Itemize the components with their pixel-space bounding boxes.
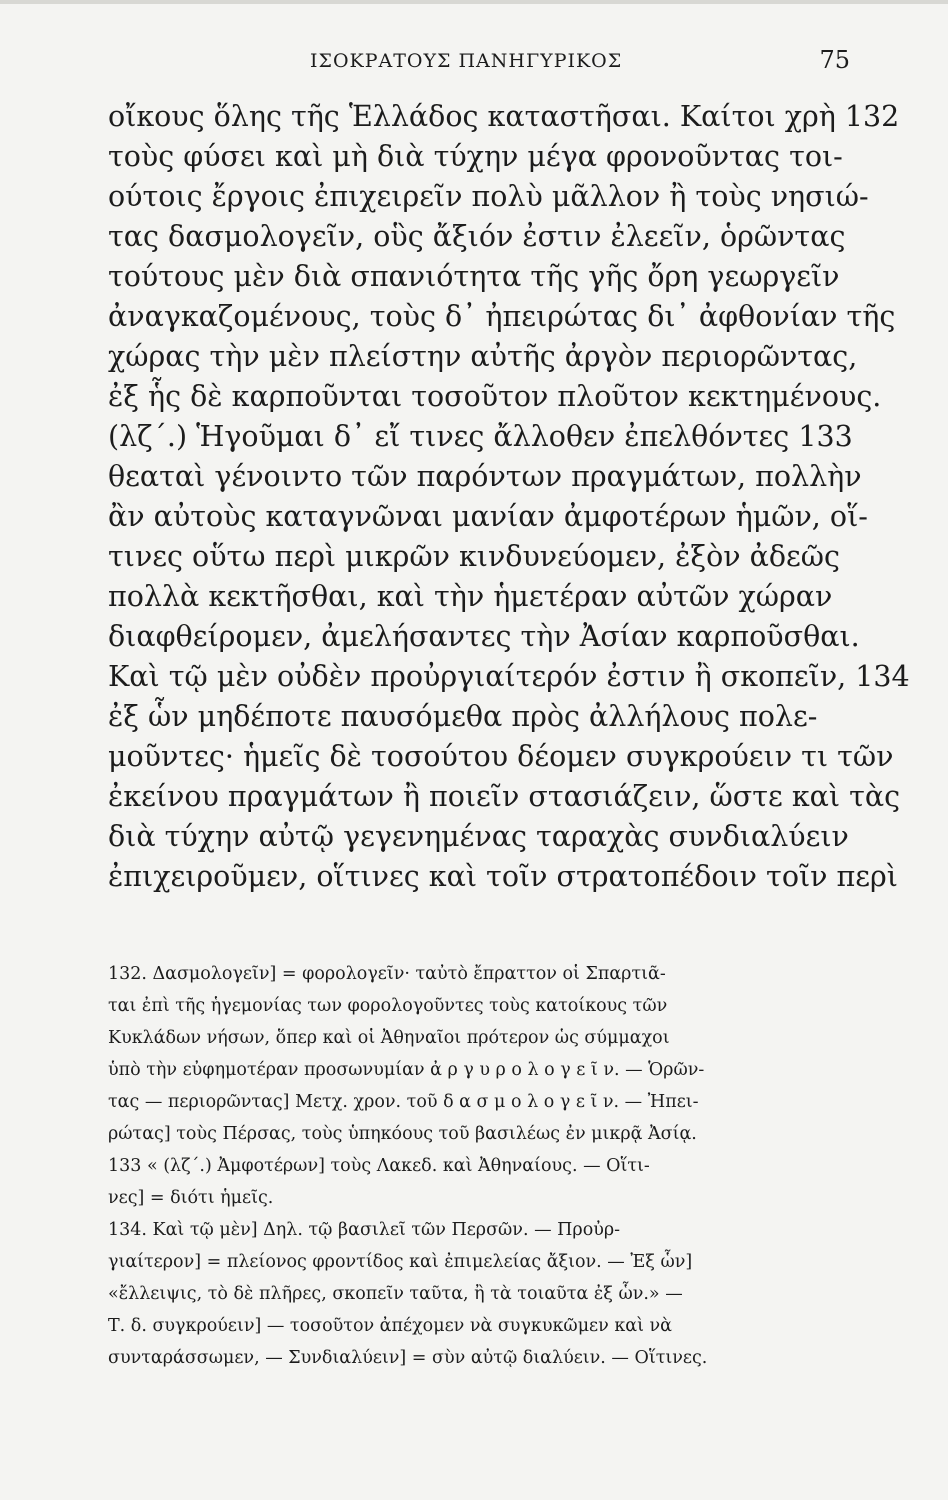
text-line: πολλὰ κεκτῆσθαι, καὶ τὴν ἡμετέραν αὐτῶν χώραν bbox=[108, 580, 833, 613]
text-line: ἐξ ὧν μηδέποτε παυσόμεθα πρὸς ἀλλήλους πολε- bbox=[108, 700, 818, 733]
page-edge bbox=[0, 0, 948, 4]
footnote-line: Τ. δ. συγκρούειν] — τοσοῦτον ἀπέχομεν νὰ συγκυκῶμεν καὶ νὰ bbox=[108, 1316, 672, 1336]
footnote-line: 133 « (λζ΄.) Ἀμφοτέρων] τοὺς Λακεδ. καὶ Ἀθηναίους. — Οἵτι- bbox=[108, 1156, 650, 1176]
text-line: ἀναγκαζομένους, τοὺς δ᾽ ἠπειρώτας δι᾽ ἀφθονίαν τῆς bbox=[108, 300, 896, 333]
text-line: χώρας τὴν μὲν πλείστην αὐτῆς ἀργὸν περιορῶντας, bbox=[108, 340, 858, 373]
footnote-line: ὑπὸ τὴν εὐφημοτέραν προσωνυμίαν ἀ ρ γ υ ρ ο λ ο γ ε ῖ ν. — Ὁρῶν- bbox=[108, 1060, 705, 1080]
footnote-line: 132. Δασμολογεῖν] = φορολογεῖν· ταὐτὸ ἔπραττον οἱ Σπαρτιᾶ- bbox=[108, 964, 666, 984]
footnote-line: γιαίτερον] = πλείονος φροντίδος καὶ ἐπιμελείας ἄξιον. — Ἐξ ὧν] bbox=[108, 1252, 693, 1272]
text-line: ἐξ ἧς δὲ καρποῦνται τοσοῦτον πλοῦτον κεκτημένους. bbox=[108, 380, 882, 413]
text-line: ἐκείνου πραγμάτων ἢ ποιεῖν στασιάζειν, ὥστε καὶ τὰς bbox=[108, 780, 901, 813]
footnote-line: «ἔλλειψις, τὸ δὲ πλῆρες, σκοπεῖν ταῦτα, ἢ τὰ τοιαῦτα ἐξ ὧν.» — bbox=[108, 1284, 683, 1304]
text-line: τοὺς φύσει καὶ μὴ διὰ τύχην μέγα φρονοῦντας τοι- bbox=[108, 140, 843, 173]
text-line: διὰ τύχην αὐτῷ γεγενημένας ταραχὰς συνδιαλύειν bbox=[108, 820, 849, 853]
text-line: τας δασμολογεῖν, οὓς ἄξιόν ἐστιν ἐλεεῖν, ὁρῶντας bbox=[108, 220, 846, 253]
running-title: ΙΣΟΚΡΑΤΟΥΣ ΠΑΝΗΓΥΡΙΚΟΣ bbox=[310, 50, 623, 72]
text-line: ἂν αὐτοὺς καταγνῶναι μανίαν ἀμφοτέρων ἡμῶν, οἵ- bbox=[108, 500, 868, 533]
footnote-line: ρώτας] τοὺς Πέρσας, τοὺς ὑπηκόους τοῦ βασιλέως ἐν μικρᾷ Ἀσίᾳ. bbox=[108, 1124, 697, 1144]
footnote-line: ται ἐπὶ τῆς ἡγεμονίας των φορολογοῦντες τοὺς κατοίκους τῶν bbox=[108, 996, 668, 1016]
footnote-line: νες] = διότι ἡμεῖς. bbox=[108, 1188, 274, 1208]
text-line: (λζ΄.) Ἡγοῦμαι δ᾽ εἴ τινες ἄλλοθεν ἐπελθόντες 133 bbox=[108, 420, 853, 453]
text-line: ούτοις ἔργοις ἐπιχειρεῖν πολὺ μᾶλλον ἢ τοὺς νησιώ- bbox=[108, 180, 869, 213]
text-line: τινες οὕτω περὶ μικρῶν κινδυνεύομεν, ἐξὸν ἀδεῶς bbox=[108, 540, 840, 573]
text-line: οἴκους ὅλης τῆς Ἑλλάδος καταστῆσαι. Καίτοι χρὴ 132 bbox=[108, 100, 900, 133]
footnote-line: συνταράσσωμεν, — Συνδιαλύειν] = σὺν αὐτῷ διαλύειν. — Οἵτινες. bbox=[108, 1348, 708, 1368]
text-line: μοῦντες· ἡμεῖς δὲ τοσούτου δέομεν συγκρούειν τι τῶν bbox=[108, 740, 894, 773]
footnote-line: τας — περιορῶντας] Μετχ. χρον. τοῦ δ α σ μ ο λ ο γ ε ῖ ν. — Ἠπει- bbox=[108, 1092, 699, 1112]
text-line: τούτους μὲν διὰ σπανιότητα τῆς γῆς ὄρη γεωργεῖν bbox=[108, 260, 840, 293]
page-header bbox=[110, 46, 850, 76]
text-line: θεαταὶ γένοιντο τῶν παρόντων πραγμάτων, πολλὴν bbox=[108, 460, 862, 493]
text-line: ἐπιχειροῦμεν, οἵτινες καὶ τοῖν στρατοπέδοιν τοῖν περὶ bbox=[108, 860, 898, 893]
text-line: διαφθείρομεν, ἀμελήσαντες τὴν Ἀσίαν καρποῦσθαι. bbox=[108, 620, 860, 653]
page-number: 75 bbox=[819, 46, 850, 74]
footnote-line: Κυκλάδων νήσων, ὅπερ καὶ οἱ Ἀθηναῖοι πρότερον ὡς σύμμαχοι bbox=[108, 1028, 670, 1048]
footnote-line: 134. Καὶ τῷ μὲν] Δηλ. τῷ βασιλεῖ τῶν Περσῶν. — Προὐρ- bbox=[108, 1220, 621, 1240]
text-line: Καὶ τῷ μὲν οὐδὲν προὐργιαίτερόν ἐστιν ἢ σκοπεῖν, 134 bbox=[108, 660, 910, 693]
